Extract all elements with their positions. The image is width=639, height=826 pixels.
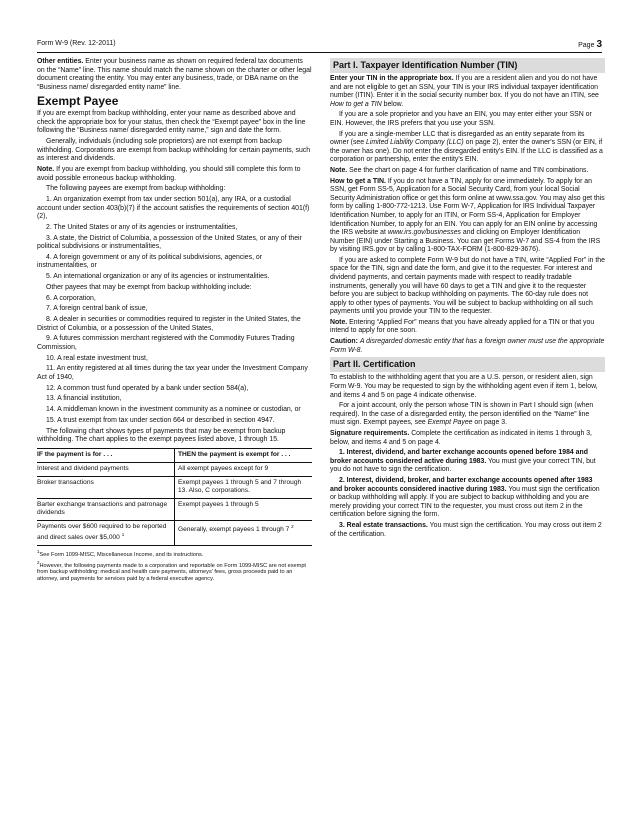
table-row — [37, 476, 312, 498]
tin-link-text: How to get a TIN — [330, 100, 382, 108]
req3-text: You must sign the certification. You may cross out item 2 of the certification. — [330, 522, 602, 538]
table-header-row — [37, 448, 312, 462]
note-text: See the chart on page 4 for further clarification of name and TIN combinations. — [349, 167, 589, 175]
table-cell-exempt: All exempt payees except for 9 — [175, 462, 313, 476]
how-text-2: and clicking on Employer Identification Number (EIN) under Starting a Business. You can get Forms W-7 and SS-4 from the IRS by visiting IRS.gov or by calling 1-800-TAX-FORM (1-800-829-3676). — [330, 229, 601, 254]
table-cell-payment-text: Payments over $600 required to be reported and direct sales over $5,000 — [37, 522, 167, 541]
note-lead: Note. — [330, 318, 348, 326]
req2-lead: 2. Interest, dividend, broker, and barter exchange accounts opened after 1983 and broker accounts considered inactive during 1983. — [330, 477, 593, 493]
caution-lead: Caution: — [330, 338, 358, 346]
list-item: 1. An organization exempt from tax under section 501(a), any IRA, or a custodial account under section 403(b)(7) if the account satisfies the requirements of section 401(f)(2), — [37, 196, 310, 221]
sig-text: Complete the certification as indicated in items 1 through 3, below, and items 4 and 5 on page 4. — [330, 430, 592, 446]
tin-lead: Enter your TIN in the appropriate box. — [330, 75, 454, 82]
llc-text-a: If you are a single-member LLC that is disregarded as an entity separate from its owner (see — [330, 130, 585, 147]
req1-text: You must give your correct TIN, but you do not have to sign the certification. — [330, 457, 596, 474]
table-cell-exempt-text: Generally, exempt payees 1 through 7 — [178, 525, 290, 533]
caution-text: A disregarded domestic entity that has a foreign owner must use the appropriate Form W-8. — [330, 338, 605, 354]
page-header — [37, 36, 602, 53]
footnote-number: 2 — [37, 559, 40, 565]
requirement-1 — [330, 449, 605, 475]
page-word: Page — [578, 42, 595, 49]
exempt-paragraph-1: If you are exempt from backup withholding, enter your name as described above and check the appropriate box for your status, then check the “Exempt payee” box in the line following the “Business name/ disregarded entity name,” sign and date the form. — [37, 110, 306, 135]
exempt-payee-list-a — [37, 196, 312, 282]
payment-exemption-table — [37, 448, 312, 546]
table-cell-exempt: Exempt payees 1 through 5 — [175, 498, 313, 520]
chart-intro: The following chart shows types of payments that may be exempt from backup withholding. The chart applies to the exempt payees listed above, 1 through 15. — [37, 427, 286, 444]
footnote-2 — [37, 560, 312, 583]
table-cell-exempt: Exempt payees 1 through 5 and 7 through 13. Also, C corporations. — [175, 476, 313, 498]
llc-ref: Limited Liability Company (LLC) — [366, 139, 464, 147]
footnote-number: 1 — [37, 548, 40, 554]
req1-lead: 1. Interest, dividend, and barter exchange accounts opened before 1984 and broker accounts considered active during 1983. — [330, 449, 588, 465]
list-item: 7. A foreign central bank of issue, — [46, 305, 148, 313]
left-column — [37, 58, 312, 584]
other-entities-lead: Other entities. — [37, 58, 84, 65]
list-item: 11. An entity registered at all times during the tax year under the Investment Company Act of 1940, — [37, 365, 308, 381]
list-item: 9. A futures commission merchant registered with the Commodity Futures Trading Commission, — [37, 335, 295, 351]
footnote-ref: 2 — [291, 523, 294, 529]
table-cell-payment: Barter exchange transactions and patronage dividends — [37, 498, 175, 520]
table-header-if: IF the payment is for . . . — [37, 448, 175, 462]
table-cell-payment — [37, 520, 175, 545]
caution-paragraph — [330, 338, 605, 355]
note-lead: Note. — [37, 166, 55, 174]
other-payees-intro: Other payees that may be exempt from backup withholding include: — [46, 283, 252, 291]
other-entities-paragraph — [37, 58, 312, 92]
table-row — [37, 462, 312, 476]
list-item: 6. A corporation, — [46, 294, 96, 302]
right-column — [330, 58, 605, 541]
footnotes — [37, 549, 312, 583]
table-header-then: THEN the payment is exempt for . . . — [175, 448, 313, 462]
form-label: Form W-9 (Rev. 12-2011) — [37, 40, 116, 47]
page-number-label — [578, 39, 602, 50]
table-cell-payment: Interest and dividend payments — [37, 462, 175, 476]
payees-intro: The following payees are exempt from backup withholding: — [46, 185, 226, 193]
how-text: If you do not have a TIN, apply for one immediately. To apply for an SSN, get Form SS-5, Application for a Social Security Card, from your local Social Security Administration office or get this form online at www.ssa.gov. You may also get this form by calling 1-800-772-1213. Use Form W-7, Application for IRS Individual Taxpayer Identification Number, to apply for an ITIN, or Form SS-4, Application for Employer Identification Number, to apply for an EIN. You can apply for an EIN online by accessing the IRS website at — [330, 177, 605, 237]
exempt-payee-ref: Exempt Payee — [427, 419, 473, 427]
req3-lead: 3. Real estate transactions. — [339, 522, 428, 530]
note-lead: Note. — [330, 167, 348, 175]
list-item: 14. A middleman known in the investment community as a nominee or custodian, or — [46, 406, 301, 414]
list-item: 8. A dealer in securities or commodities required to register in the United States, the District of Columbia, or a possession of the United States, — [37, 316, 301, 332]
list-item: 2. The United States or any of its agencies or instrumentalities, — [46, 223, 238, 231]
exempt-payee-heading: Exempt Payee — [37, 94, 119, 109]
req2-text: You must sign the certification or backup withholding will apply. If you are subject to backup withholding and you are merely providing your correct TIN to the requester, you must cross out item 2 in the certification before signing the form. — [330, 485, 600, 519]
part2-heading: Part II. Certification — [330, 357, 605, 372]
tin-text: If you are a resident alien and you do not have and are not eligible to get an SSN, your TIN is your IRS individual taxpayer identification number (ITIN). Enter it in the social security number box. If you do not have an ITIN, see — [330, 75, 599, 100]
signature-requirements — [330, 430, 605, 447]
list-item: 12. A common trust fund operated by a bank under section 584(a), — [46, 384, 249, 392]
list-item: 5. An international organization or any of its agencies or instrumentalities. — [46, 273, 270, 281]
footnote-1-text: See Form 1099-MISC, Miscellaneous Income, and its instructions. — [39, 551, 204, 558]
note-text: If you are exempt from backup withholding, you should still complete this form to avoid possible erroneous backup withholding. — [37, 166, 301, 182]
footnote-2-text: However, the following payments made to a corporation and reportable on Form 1099-MISC are not exempt from backup withholding: medical and health care payments, attorneys' fees, gross proceeds paid to an attorney, and payments for services paid by a federal executive agency. — [37, 562, 306, 583]
tin-paragraph-1 — [330, 75, 605, 109]
list-item: 15. A trust exempt from tax under section 664 or described in section 4947. — [46, 416, 275, 424]
tin-note — [330, 167, 605, 176]
exempt-paragraph-2: Generally, individuals (including sole proprietors) are not exempt from backup withholding. Corporations are exempt from backup withholding for certain payments, such as interest and dividends. — [37, 138, 311, 163]
note-text: Entering “Applied For” means that you have already applied for a TIN or that you intend to apply for one soon. — [330, 318, 595, 335]
table-row — [37, 498, 312, 520]
list-item: 10. A real estate investment trust, — [46, 354, 148, 362]
table-cell-exempt — [175, 520, 313, 545]
cert-text-a: For a joint account, only the person whose TIN is shown in Part I should sign (when required). In the case of a disregarded entity, the person identified on the “Name” line must sign. Exempt payees, see — [330, 402, 594, 427]
irs-url: www.irs.gov/businesses — [387, 229, 461, 237]
footnote-ref: 1 — [121, 531, 125, 537]
exempt-payee-list-b — [37, 295, 312, 426]
footnote-1 — [37, 549, 312, 559]
list-item: 13. A financial institution, — [46, 395, 122, 403]
table-row — [37, 520, 312, 545]
requirement-2 — [330, 477, 605, 520]
cert-paragraph-2 — [330, 402, 605, 428]
applied-for-paragraph: If you are asked to complete Form W-9 but do not have a TIN, write “Applied For” in the space for the TIN, sign and date the form, and give it to the requester. For interest and dividend payments, and certain payments made with respect to readily tradable instruments, generally you will have 60 days to get a TIN and give it to the requester before you are subject to backup withholding on payments. The 60-day rule does not apply to other types of payments. You will be subject to backup withholding on all such payments until you provide your TIN to the requester. — [330, 256, 605, 316]
cert-text-b: on page 3. — [474, 419, 507, 427]
tin-paragraph-2: If you are a sole proprietor and you have an EIN, you may enter either your SSN or EIN. However, the IRS prefers that you use your SSN. — [330, 111, 592, 127]
table-cell-payment: Broker transactions — [37, 476, 175, 498]
cert-paragraph-1: To establish to the withholding agent that you are a U.S. person, or resident alien, sign Form W-9. You may be requested to sign by the withholding agent even if item 1, below, and items 4 and 5 on page 4 indicate otherwise. — [330, 374, 598, 399]
sig-lead: Signature requirements. — [330, 430, 410, 438]
list-item: 3. A state, the District of Columbia, a possession of the United States, or any of their political subdivisions or instrumentalities, — [37, 234, 302, 251]
tin-paragraph-3 — [330, 131, 605, 165]
tin-end-text: below. — [383, 100, 404, 108]
how-to-get-tin — [330, 178, 605, 255]
llc-text-b: on page 2), enter the owner's SSN (or EIN, if the owner has one). Do not enter the disregarded entity's EIN. If the LLC is classified as a corporation or partnership, enter the entity's EIN. — [330, 139, 603, 164]
other-entities-text: Enter your business name as shown on required federal tax documents on the “Name” line. This name should match the name shown on the charter or other legal document creating the entity. You may enter any business, trade, or DBA name on the “Business name/ disregarded entity name” line. — [37, 58, 312, 91]
note-paragraph — [37, 166, 312, 183]
list-item: 4. A foreign government or any of its political subdivisions, agencies, or instrumentalities, or — [37, 253, 263, 270]
part1-heading: Part I. Taxpayer Identification Number (TIN) — [330, 58, 605, 73]
how-lead: How to get a TIN. — [330, 177, 386, 185]
applied-note — [330, 319, 605, 336]
page-number: 3 — [596, 39, 602, 50]
requirement-3 — [330, 522, 605, 539]
